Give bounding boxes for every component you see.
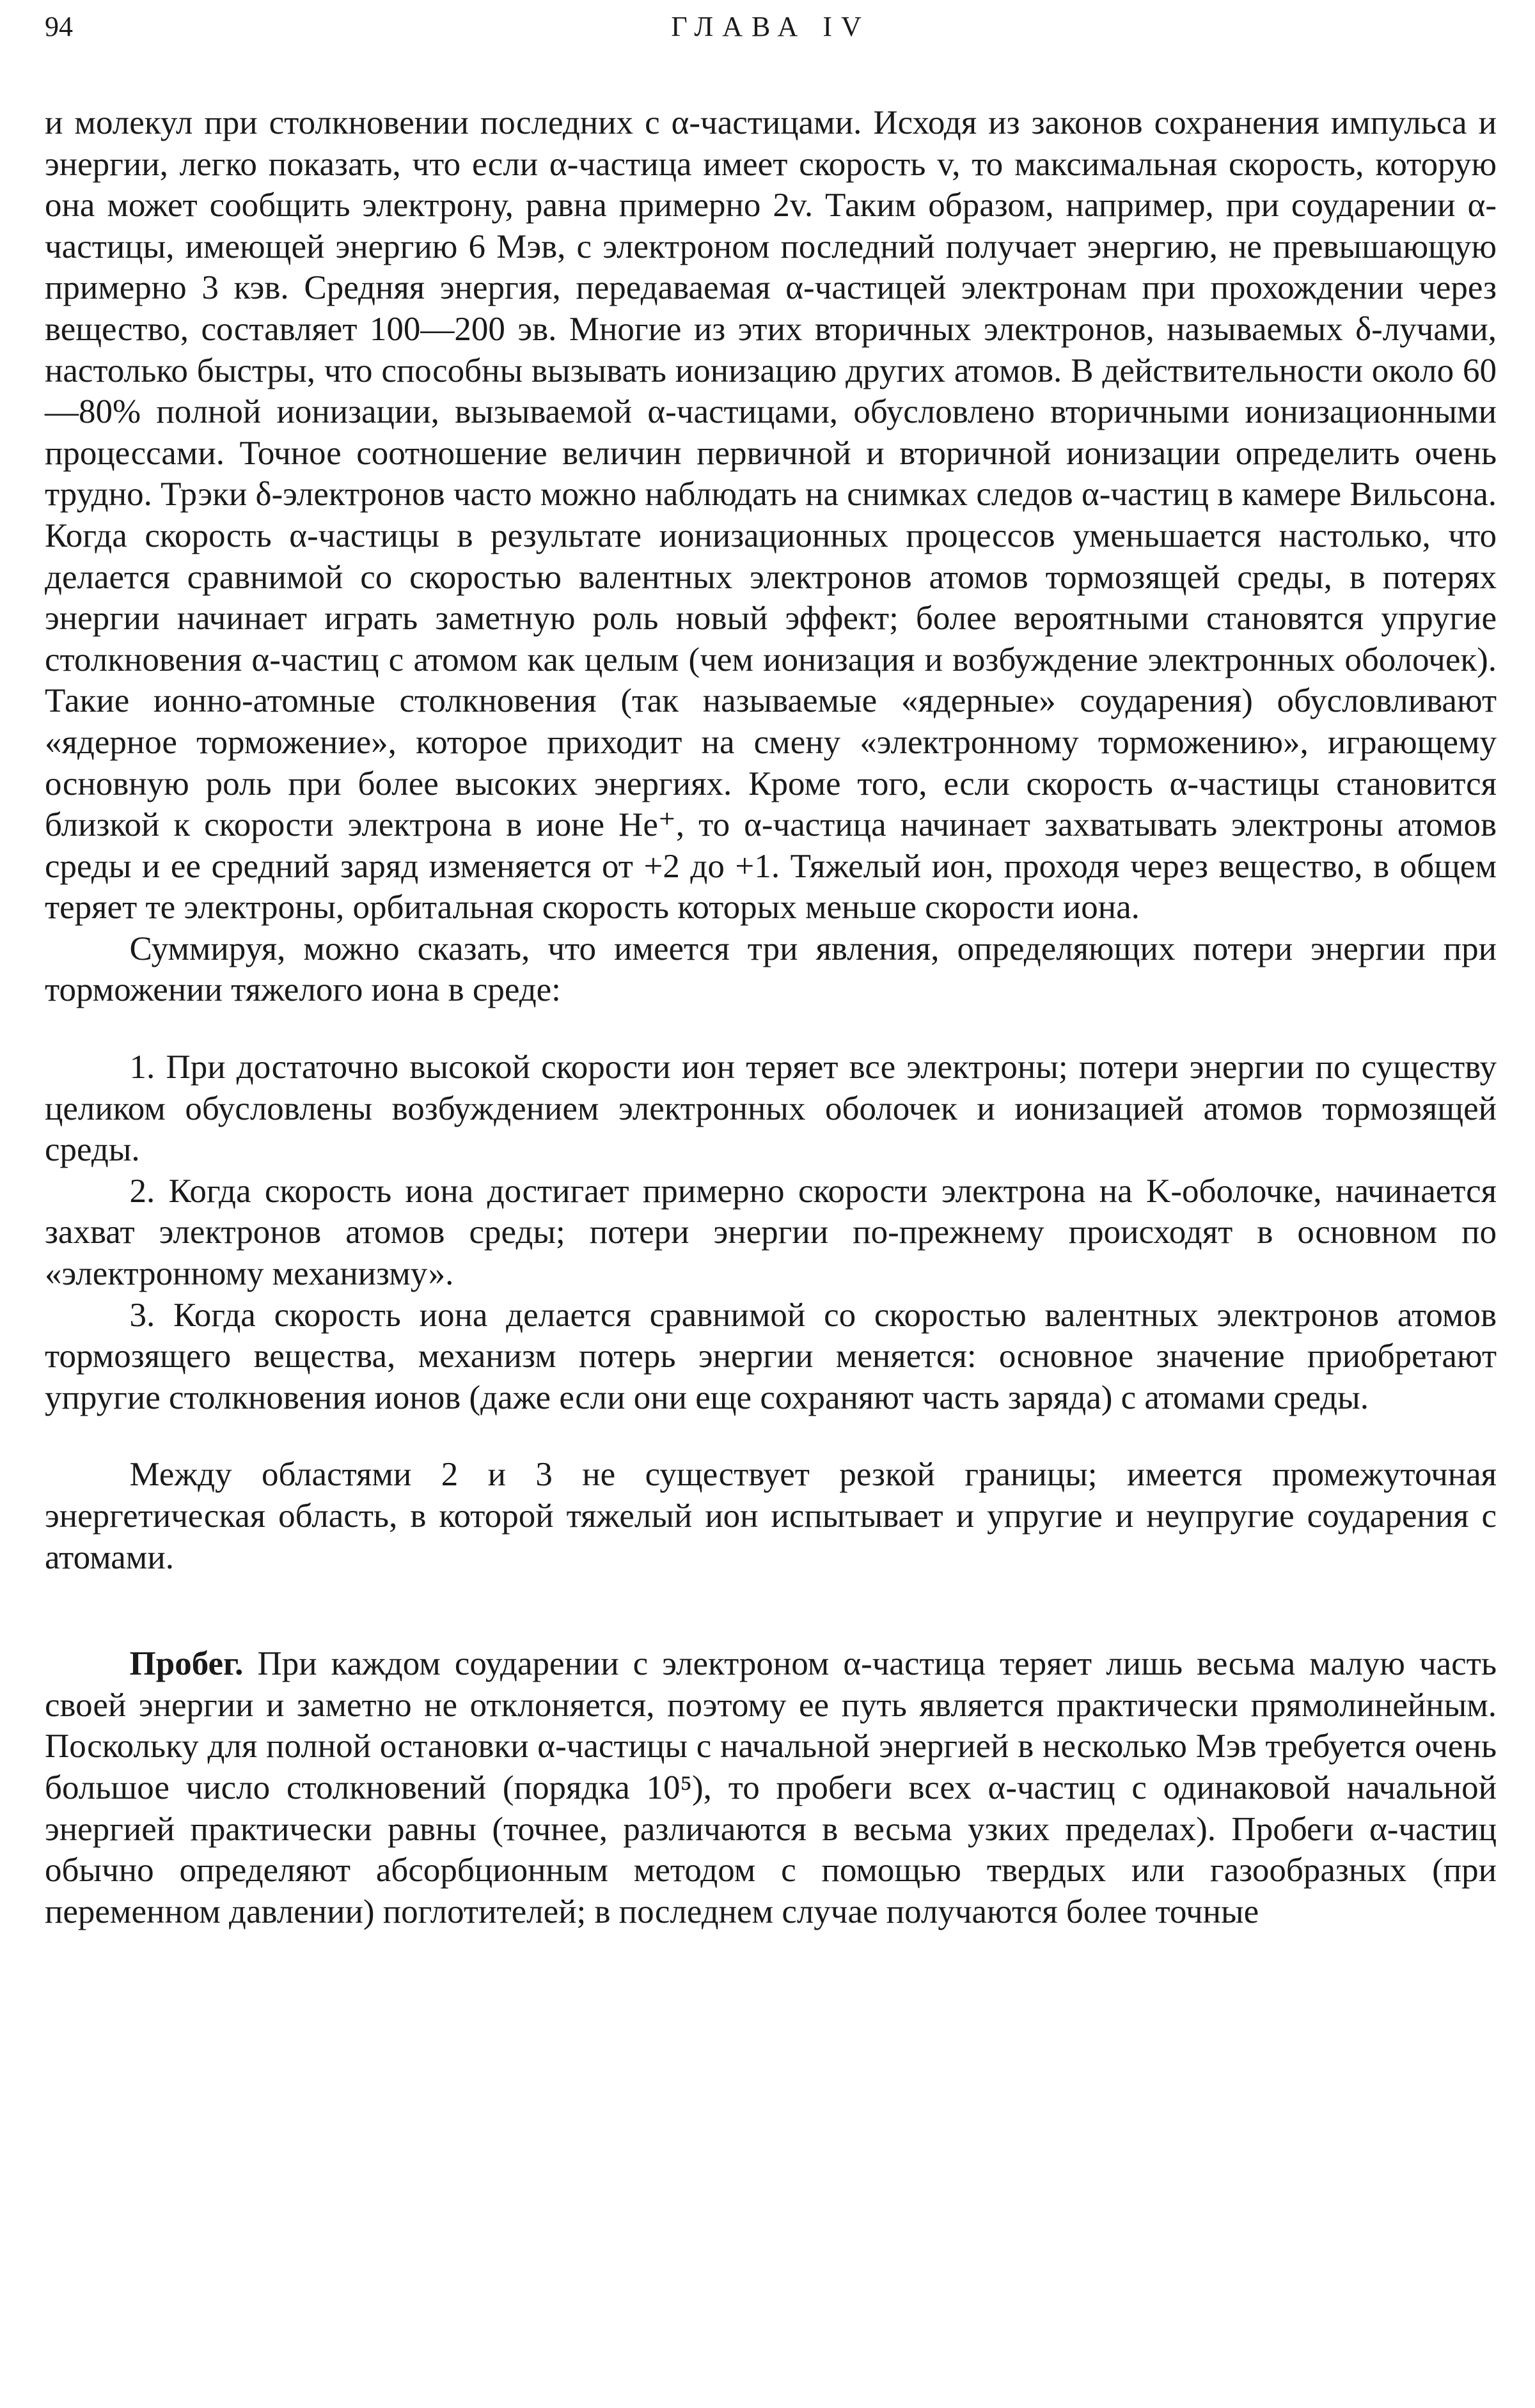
paragraph-boundary: Между областями 2 и 3 не существует резкой границы; имеется промежуточная энергетическая область, в которой тяжелый ион испытывает и упругие и неупругие соударения с атомами. xyxy=(45,1456,1497,1576)
book-page xyxy=(45,0,1497,2408)
list-item-3: 3. Когда скорость иона делается сравнимой со скоростью валентных электронов атомов тормозящего вещества, механизм потерь энергии меняется: основное значение приобретают упругие столкновения ионов (даже если они еще сохраняют часть заряда) с атомами среды. xyxy=(45,1296,1497,1416)
paragraph-range xyxy=(45,1643,1497,1932)
paragraph-summary: Суммируя, можно сказать, что имеется три явления, определяющих потери энергии при торможении тяжелого иона в среде: xyxy=(45,930,1497,1009)
main-text xyxy=(45,102,1497,1932)
list-item-1: 1. При достаточно высокой скорости ион теряет все электроны; потери энергии по существу целиком обусловлены возбуждением электронных оболочек и ионизацией атомов тормозящей среды. xyxy=(45,1049,1497,1169)
list-item-2: 2. Когда скорость иона достигает примерно скорости электрона на K-оболочке, начинается захват электронов атомов среды; потери энергии по-прежнему происходят в основном по «электронному механизму». xyxy=(45,1172,1497,1293)
paragraph-continuation: и молекул при столкновении последних с α-частицами. Исходя из законов сохранения импульса и энергии, легко показать, что если α-частица имеет скорость v, то максимальная скорость, которую она может сообщить электрону, равна примерно 2v. Таким образом, например, при соударении α-частицы, имеющей энергию 6 Мэв, с электроном последний получает энергию, не превышающую примерно 3 кэв. Средняя энергия, передаваемая α-частицей электронам при прохождении через вещество, составляет 100—200 эв. Многие из этих вторичных электронов, называемых δ-лучами, настолько быстры, что способны вызывать ионизацию других атомов. В действительности около 60—80% полной ионизации, вызываемой α-частицами, обусловлено вторичными ионизационными процессами. Точное соотношение величин первичной и вторичной ионизации определить очень трудно. Трэки δ-электронов часто можно наблюдать на снимках следов α-частиц в камере Вильсона. Когда скорость α-частицы в результате ионизационных процессов уменьшается настолько, что делается сравнимой со скоростью валентных электронов атомов тормозящей среды, в потерях энергии начинает играть заметную роль новый эффект; более вероятными становятся упругие столкновения α-частиц с атомом как целым (чем ионизация и возбуждение электронных оболочек). Такие ионно-атомные столкновения (так называемые «ядерные» соударения) обусловливают «ядерное торможение», которое приходит на смену «электронному торможению», играющему основную роль при более высоких энергиях. Кроме того, если скорость α-частицы становится близкой к скорости электрона в ионе He⁺, то α-частица начинает захватывать электроны атомов среды и ее средний заряд изменяется от +2 до +1. Тяжелый ион, проходя через вещество, в общем теряет те электроны, орбитальная скорость которых меньше скорости иона. xyxy=(45,104,1497,926)
paragraph-range-text: При каждом соударении с электроном α-частица теряет лишь весьма малую часть своей энергии и заметно не отклоняется, поэтому ее путь является практически прямолинейным. Поскольку для полной остановки α-частицы с начальной энергией в несколько Мэв требуется очень большое число столкновений (порядка 10⁵), то пробеги всех α-частиц с одинаковой начальной энергией практически равны (точнее, различаются в весьма узких пределах). Пробеги α-частиц обычно определяют абсорбционным методом с помощью твердых или газообразных (при переменном давлении) поглотителей; в последнем случае получаются более точные xyxy=(45,1645,1497,1930)
section-heading-range: Пробег. xyxy=(129,1645,244,1683)
chapter-title: ГЛАВА IV xyxy=(671,11,870,42)
page-number: 94 xyxy=(45,11,73,42)
running-head xyxy=(45,8,1497,46)
